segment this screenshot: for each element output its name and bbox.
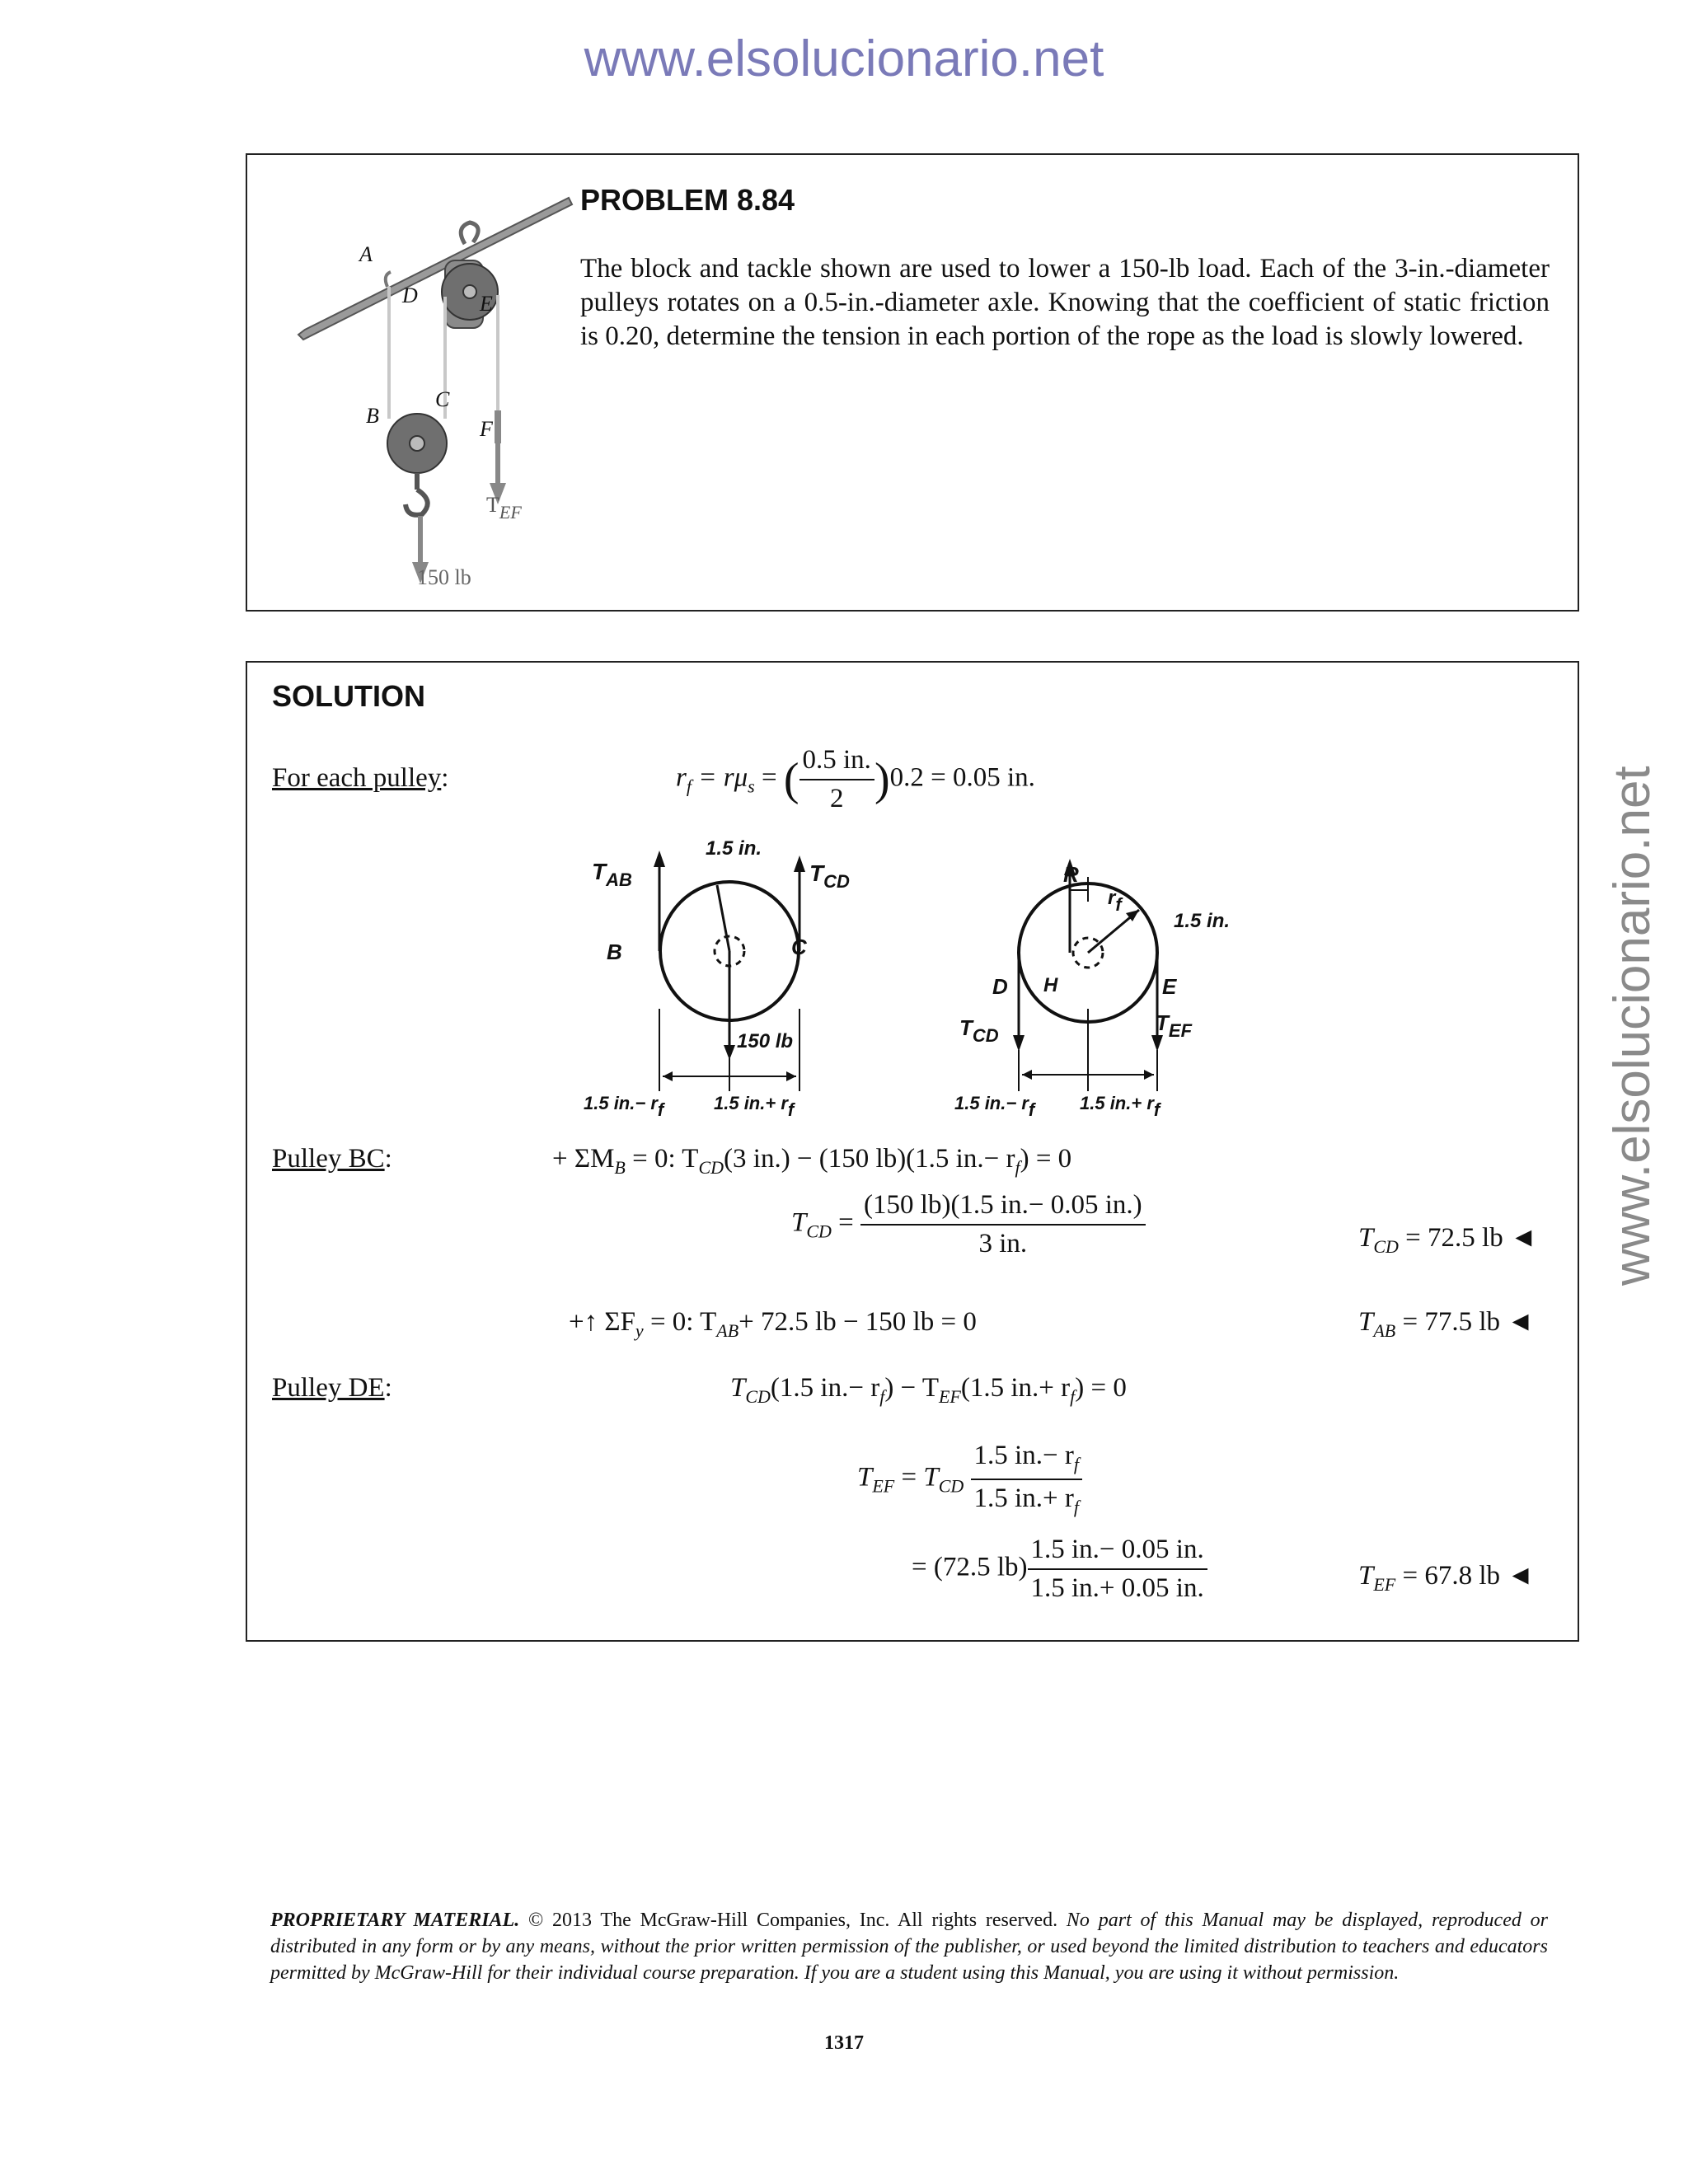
watermark-top: www.elsolucionario.net	[584, 30, 1104, 87]
sketch-bc-left-dim: 1.5 $in.- r_f$	[584, 1093, 664, 1120]
tef-equation: $T_{EF} = T_{CD}$ $\frac{1.5 in.- r_f}{1.5 in.+ r_f}$	[857, 1441, 1082, 1518]
figure-label-b: B	[366, 404, 379, 428]
sketch-de-d: D	[992, 974, 1008, 999]
tef-answer: $T_{EF} = 67.8$ lb ◄	[1358, 1561, 1534, 1595]
pulley-bc-label: Pulley BC:	[272, 1144, 392, 1174]
bc-moment-equation: + $\Sigma M_B = 0$: $T_{CD}(3$ in.) − (150 lb)(1.5 $in.- r_f) = 0$	[552, 1144, 1072, 1178]
sketch-de-left-dim: 1.5 $in.- r_f$	[954, 1093, 1035, 1120]
tcd-equation: $T_{CD}$ = $\frac{(150 lb)(1.5 in.- 0.05 in.)}{3 in.}$	[791, 1190, 1146, 1259]
sketch-bc-load: 150 lb	[737, 1030, 794, 1052]
sketch-de-right-dim: 1.5 $in.+ r_f$	[1080, 1093, 1160, 1120]
sketch-bc-b: B	[607, 940, 622, 964]
sketch-de-rf: $r_f$	[1108, 887, 1122, 915]
sketch-bc-radius: 1.5 in.	[706, 837, 762, 860]
sketch-bc-tab: $T_{AB}$	[592, 859, 632, 890]
problem-statement: The block and tackle shown are used to lower a 150-lb load. Each of the 3-in.-diameter pulleys rotates on a 0.5-in.-diameter axle. Knowing that the coefficient of static friction is 0.20, determine the tension in each portion of the rope as the load is slowly lowered.	[580, 254, 1550, 351]
figure-label-tef: $T_{EF}$	[486, 493, 522, 523]
solution-box	[246, 661, 1579, 1642]
figure-load-label: 150 lb	[417, 565, 471, 589]
page-number: 1317	[824, 2032, 864, 2054]
sketch-de-tef: $T_{EF}$	[1156, 1010, 1193, 1041]
rf-equation: $r_f = r\mu_s$ = ( $\frac{0.5 in.}{2}$ )0.2 = 0.05 in.	[676, 745, 1035, 813]
figure-label-f: F	[480, 417, 493, 441]
each-pulley-label: For each pulley:	[272, 763, 449, 793]
figure-label-c: C	[435, 387, 450, 411]
sketch-de-tcd: $T_{CD}$	[959, 1015, 999, 1046]
figure-label-e: E	[480, 292, 493, 316]
problem-box	[246, 153, 1579, 612]
watermark-side: www.elsolucionario.net	[1604, 766, 1661, 1286]
sketch-de-r: R	[1063, 862, 1079, 887]
problem-heading: PROBLEM 8.84	[580, 183, 795, 217]
figure-label-d: D	[402, 284, 418, 307]
bc-force-equation: +↑ $\Sigma F_y = 0$: $T_{AB}+ 72.5$ lb − 150 lb = 0	[569, 1307, 977, 1341]
block-and-tackle-figure	[297, 171, 569, 600]
pulley-de-label: Pulley DE:	[272, 1373, 392, 1403]
tcd-answer: $T_{CD} = 72.5$ lb ◄	[1358, 1223, 1537, 1257]
solution-heading: SOLUTION	[272, 679, 425, 713]
sketch-de-e: E	[1162, 974, 1177, 999]
sketch-de-radius: 1.5 in.	[1174, 910, 1231, 932]
tef-numeric-equation: = (72.5 lb) $\frac{1.5 in.- 0.05 in.}{1.5 in.+ 0.05 in.}$	[912, 1535, 1207, 1604]
sketch-de-h: H	[1043, 974, 1058, 996]
sketch-bc-right-dim: 1.5 $in.+ r_f$	[714, 1093, 795, 1120]
tab-answer: $T_{AB} = 77.5$ lb ◄	[1358, 1307, 1534, 1341]
de-moment-equation: $T_{CD}(1.5$ $in.- r_f) - T_{EF}(1.5$ $in.+ r_f) = 0$	[730, 1373, 1127, 1407]
sketch-bc-tcd: $T_{CD}$	[809, 860, 850, 892]
figure-label-a: A	[359, 242, 373, 266]
copyright-footer: PROPRIETARY MATERIAL. © 2013 The McGraw-Hill Companies, Inc. All rights reserved. No part of this Manual may be displayed, reproduced or distributed in any form or by any means, without the prior written permission of the publisher, or used beyond the limited distribution to teachers and educators permitted by McGraw-Hill for their individual course preparation. If you are a student using this Manual, you are using it without permission.	[270, 1910, 1548, 1984]
sketch-bc-c: C	[791, 935, 807, 959]
